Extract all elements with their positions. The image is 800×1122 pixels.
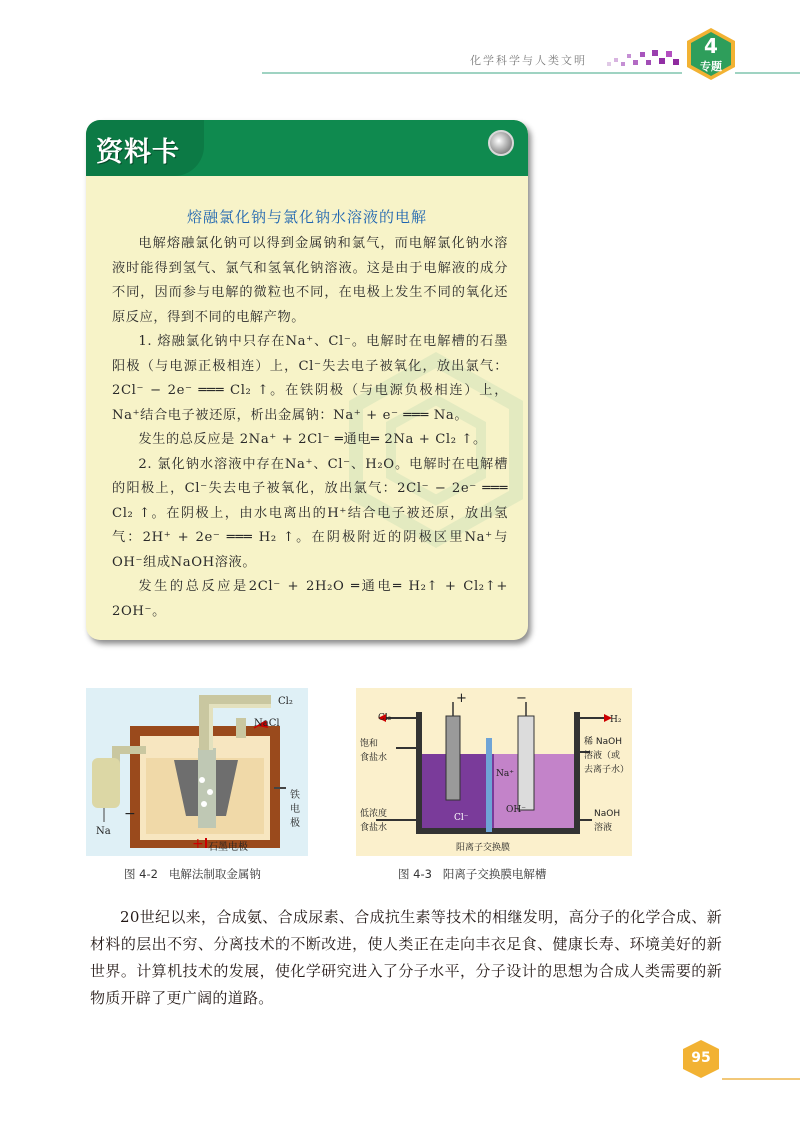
dilute-naoh-label-3: 去离子水）: [584, 765, 630, 775]
cl-ion-label: Cl⁻: [454, 813, 469, 823]
figure-1-caption: [124, 866, 261, 882]
info-card: [86, 120, 528, 640]
info-paragraph: 电解熔融氯化钠可以得到金属钠和氯气，而电解氯化钠水溶液时能得到氢气、氯气和氢氧化钠溶液。这是由于电解液的成分不同，因而参与电解的微粒也不同，在电极上发生不同的氧化还原反应，得到不同的电解产物。: [112, 236, 508, 325]
saturated-brine-label-2: 食盐水: [360, 753, 388, 763]
info-card-body: [112, 232, 508, 624]
na-ion-label: Na⁺: [496, 769, 514, 779]
figure-2-caption-text: 阳离子交换膜电解槽: [442, 867, 547, 881]
naoh-solution-label-1: NaOH: [594, 809, 621, 819]
figure-sodium-electrolysis: [86, 688, 308, 856]
page-number: 95: [691, 1050, 711, 1066]
figure-1-caption-text: 电解法制取金属钠: [168, 867, 261, 881]
info-paragraph: 发生的总反应是2Cl⁻ + 2H₂O ═通电═ H₂↑ + Cl₂↑+ 2OH⁻。: [112, 579, 508, 619]
info-paragraph: 1. 熔融氯化钠中只存在Na⁺、Cl⁻。电解时在电解槽的石墨阳极（与电源正极相连）上，Cl⁻失去电子被氧化，放出氯气：2Cl⁻ − 2e⁻ ═══ Cl₂ ↑。在铁阴极（与电源负极相连）上，Na⁺结合电子被还原，析出金属钠：Na⁺ + e⁻ ═══ Na。: [112, 334, 508, 423]
dilute-naoh-label-2: 溶液（或: [584, 751, 621, 761]
graphite-electrode-label: 石墨电极: [208, 842, 248, 853]
iron-electrode-label-2: 电: [290, 804, 300, 815]
naoh-solution-label-2: 溶液: [594, 823, 613, 833]
chapter-label: 专题: [700, 60, 722, 73]
h2-outlet-label: H₂: [610, 715, 622, 725]
iron-electrode-label-3: 极: [290, 818, 300, 829]
info-paragraph: 发生的总反应是 2Na⁺ + 2Cl⁻ ═通电═ 2Na + Cl₂ ↑。: [138, 432, 487, 447]
oh-ion-label: OH⁻: [506, 805, 526, 815]
dilute-naoh-label-1: 稀 NaOH: [584, 737, 622, 747]
info-card-title: 熔融氯化钠与氯化钠水溶液的电解: [186, 208, 427, 226]
plus-sign: +: [192, 836, 204, 852]
running-title: 化学科学与人类文明: [470, 54, 587, 67]
page-number-badge: [680, 1038, 722, 1080]
knob-icon: [488, 130, 514, 156]
info-paragraph: 2. 氯化钠水溶液中存在Na⁺、Cl⁻、H₂O。电解时在电解槽的阳极上，Cl⁻失去电子被氧化，放出氯气：2Cl⁻ − 2e⁻ ═══ Cl₂ ↑。在阴极上，由水电离出的H⁺结合电子被还原，放出氢气：2H⁺ + 2e⁻ ═══ H₂ ↑。在阴极附近的阴极区里Na⁺与OH⁻组成NaOH溶液。: [112, 456, 508, 570]
header-rule: [262, 72, 682, 74]
cathode-minus-sign: −: [516, 691, 527, 706]
figure-2-caption-number: 图 4-3: [398, 867, 432, 881]
low-brine-label-1: 低浓度: [360, 809, 388, 819]
iron-electrode-label: [290, 788, 300, 829]
footer-rule: [722, 1078, 800, 1080]
chapter-badge: [683, 26, 739, 82]
membrane-label: 阳离子交换膜: [456, 843, 511, 853]
cl2-outlet-label: Cl₂: [378, 713, 392, 723]
iron-electrode-label-1: 铁: [290, 790, 300, 801]
low-brine-label-2: 食盐水: [360, 823, 388, 833]
figure-2-caption: [398, 866, 546, 882]
decorative-dots: [605, 48, 685, 70]
header-rule-right: [735, 72, 800, 74]
main-paragraph: 20世纪以来，合成氨、合成尿素、合成抗生素等技术的相继发明，高分子的化学合成、新材料的层出不穷、分离技术的不断改进，使人类正在走向丰衣足食、健康长寿、环境美好的新世界。计算机技术的发展，使化学研究进入了分子水平，分子设计的思想为合成人类需要的新物质开辟了更广阔的道路。: [90, 908, 722, 1007]
saturated-brine-label-1: 饱和: [360, 739, 379, 749]
cl2-label: Cl₂: [278, 696, 293, 707]
anode-plus-sign: +: [456, 691, 467, 706]
chapter-number: 4: [704, 34, 718, 58]
minus-sign: −: [124, 806, 136, 822]
info-card-label: 资料卡: [96, 137, 180, 168]
nacl-label: NaCl: [254, 718, 280, 729]
figure-1-caption-number: 图 4-2: [124, 867, 158, 881]
na-label: Na: [96, 826, 111, 837]
figure-membrane-cell: [356, 688, 632, 856]
